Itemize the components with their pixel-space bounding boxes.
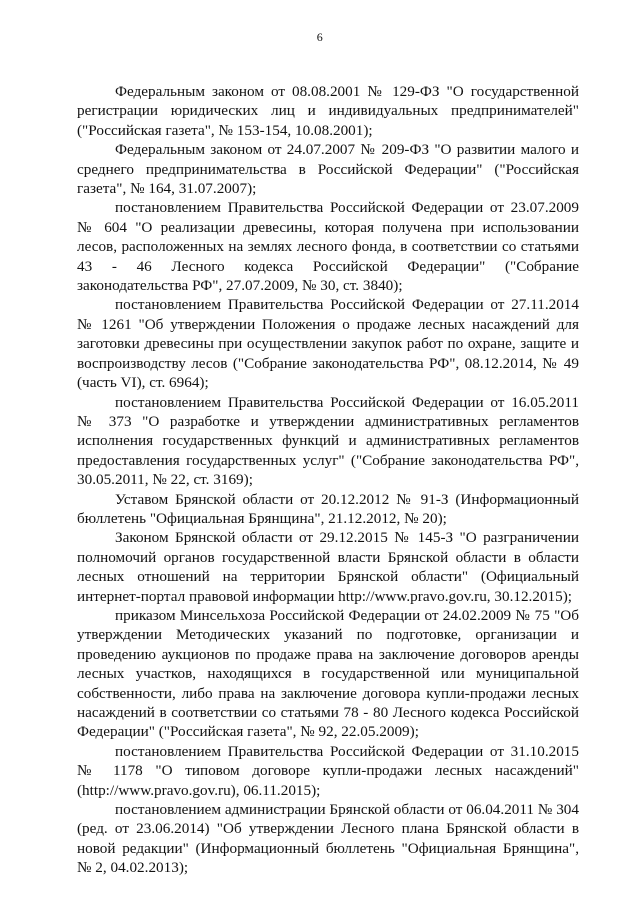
list-item: постановлением Правительства Российской Федерации от 16.05.2011 № 373 "О разработке и утверждении административных регламентов исполнения государственных функций и административных регламентов предоставления государственных услуг" ("Собрание законодательства РФ", 30.05.2011, № 22, ст. 3169); [77, 393, 579, 489]
list-item: Федеральным законом от 08.08.2001 № 129-ФЗ "О государственной регистрации юридических лиц и индивидуальных предпринимателей" ("Российская газета", № 153-154, 10.08.2001); [77, 83, 579, 139]
list-item: Федеральным законом от 24.07.2007 № 209-ФЗ "О развитии малого и среднего предпринимательства в Российской Федерации" ("Российская газета", № 164, 31.07.2007); [77, 141, 579, 198]
list-item: постановлением Правительства Российской Федерации от 31.10.2015 № 1178 "О типовом договоре купли-продажи лесных насаждений" (http://www.pravo.gov.ru), 06.11.2015); [77, 742, 579, 799]
list-item: Уставом Брянской области от 20.12.2012 № 91-З (Информационный бюллетень "Официальная Брянщина", 21.12.2012, № 20); [77, 490, 579, 527]
list-item: приказом Минсельхоза Российской Федерации от 24.02.2009 № 75 "Об утверждении Методических указаний по подготовке, организации и проведению аукционов по продаже права на заключение договоров аренды лесных участков, находящихся в государственной или муниципальной собственности, либо права на заключение договора купли-продажи лесных насаждений в соответствии со статьями 78 - 80 Лесного кодекса Российской Федерации" ("Российская газета", № 92, 22.05.2009); [77, 606, 579, 741]
list-item: постановлением администрации Брянской области от 06.04.2011 № 304 (ред. от 23.06.2014) "Об утверждении Лесного плана Брянской области в новой редакции" (Информационный бюллетень "Официальная Брянщина", № 2, 04.02.2013); [77, 801, 579, 877]
list-item: Законом Брянской области от 29.12.2015 № 145-З "О разграничении полномочий органов государственной власти Брянской области в области лесных отношений на территории Брянской области" (Официальный интернет-портал правовой информации http://www.pravo.gov.ru, 30.12.2015); [77, 529, 579, 605]
list-item: постановлением Правительства Российской Федерации от 23.07.2009 № 604 "О реализации древесины, которая получена при использовании лесов, расположенных на землях лесного фонда, в соответствии со статьями 43 - 46 Лесного кодекса Российской Федерации" ("Собрание законодательства РФ", 27.07.2009, № 30, ст. 3840); [77, 199, 579, 295]
page-number: 6 [316, 30, 324, 44]
legal-basis-list [77, 82, 579, 878]
list-item: постановлением Правительства Российской Федерации от 27.11.2014 № 1261 "Об утверждении Положения о продаже лесных насаждений для заготовки древесины при осуществлении закупок работ по охране, защите и воспроизводству лесов ("Собрание законодательства РФ", 08.12.2014, № 49 (часть VI), ст. 6964); [77, 296, 579, 392]
